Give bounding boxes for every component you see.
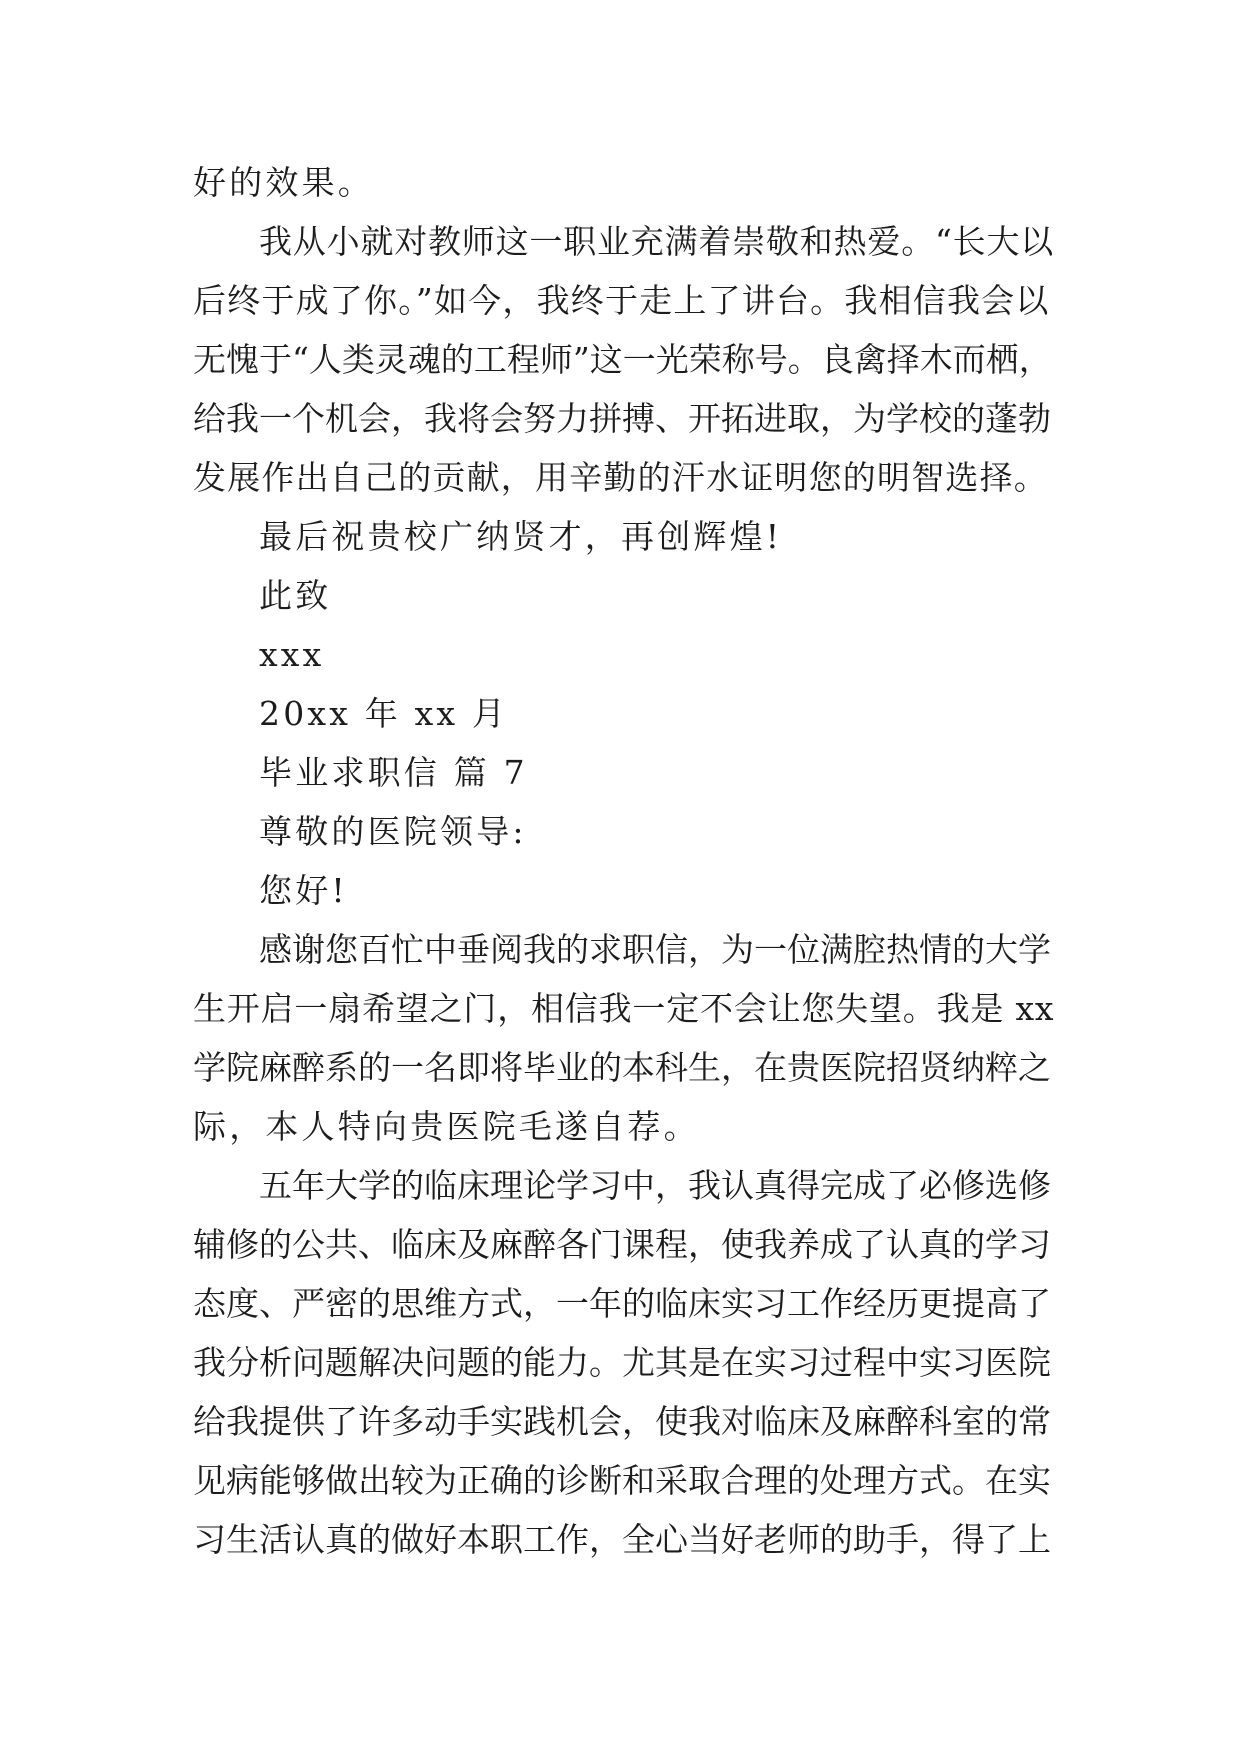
text-line: 学院麻醉系的一名即将毕业的本科生，在贵医院招贤纳粹之	[193, 1048, 1051, 1087]
text-line: 习生活认真的做好本职工作，全心当好老师的助手，得了上	[193, 1520, 1051, 1559]
text-line: 给我一个机会，我将会努力拼搏、开拓进取，为学校的蓬勃	[193, 399, 1051, 438]
section-heading: 毕业求职信 篇 7	[259, 753, 528, 792]
text-line: 生开启一扇希望之门，相信我一定不会让您失望。我是 xx	[193, 989, 1055, 1028]
text-line: 感谢您百忙中垂阅我的求职信，为一位满腔热情的大学	[259, 930, 1051, 969]
text-line: 际，本人特向贵医院毛遂自荐。	[193, 1107, 700, 1146]
text-line: 尊敬的医院领导:	[259, 812, 527, 851]
text-line: 我从小就对教师这一职业充满着崇敬和热爱。“长大以	[259, 222, 1055, 261]
text-line: 见病能够做出较为正确的诊断和采取合理的处理方式。在实	[193, 1461, 1051, 1500]
text-line: 最后祝贵校广纳贤才，再创辉煌!	[259, 517, 783, 556]
text-line: 五年大学的临床理论学习中，我认真得完成了必修选修	[259, 1166, 1051, 1205]
text-line: 您好!	[259, 871, 348, 910]
document-body	[193, 153, 1055, 1569]
text-line: 后终于成了你。”如今，我终于走上了讲台。我相信我会以	[193, 281, 1050, 320]
text-line: 我分析问题解决问题的能力。尤其是在实习过程中实习医院	[193, 1343, 1051, 1382]
text-line: 无愧于“人类灵魂的工程师”这一光荣称号。良禽择木而栖，	[193, 340, 1052, 379]
text-line: 给我提供了许多动手实践机会，使我对临床及麻醉科室的常	[193, 1402, 1051, 1441]
text-line: 辅修的公共、临床及麻醉各门课程，使我养成了认真的学习	[193, 1225, 1051, 1264]
text-line: 20xx 年 xx 月	[259, 694, 509, 733]
text-line: 发展作出自己的贡献，用辛勤的汗水证明您的明智选择。	[193, 458, 1048, 497]
text-line: 态度、严密的思维方式，一年的临床实习工作经历更提高了	[193, 1284, 1051, 1323]
text-line: xxx	[259, 635, 325, 674]
text-line: 此致	[259, 576, 332, 615]
text-line: 好的效果。	[193, 163, 374, 202]
